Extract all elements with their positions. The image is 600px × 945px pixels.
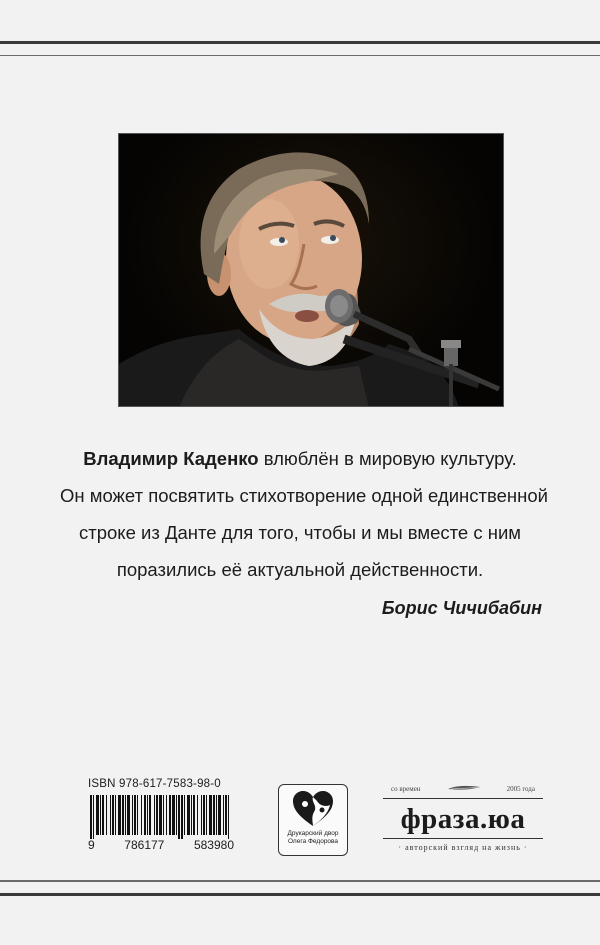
publisher-caption [279, 830, 347, 845]
brand-tagline: · авторский взгляд на жизнь · [383, 838, 543, 852]
heart-yin-yang-icon [292, 790, 334, 828]
quote-line-2: Он может посвятить стихотворение одной единственной [60, 485, 548, 506]
barcode-digit-group-2: 583980 [193, 838, 234, 852]
brand-since [383, 784, 543, 794]
feather-icon [447, 784, 481, 794]
publisher-caption-line-1: Друкарский двор [287, 830, 339, 837]
author-photo [118, 133, 504, 407]
bottom-border-thick [0, 893, 600, 896]
barcode-digit-prefix: 9 [88, 838, 95, 852]
quote-author-name: Владимир Каденко [83, 448, 259, 469]
publisher-logo [278, 784, 348, 856]
brand-name: фраза.юа [400, 803, 526, 835]
quote-attribution: Борис Чичибабин [381, 598, 542, 618]
top-border-thin [0, 55, 600, 56]
quote-line-1-rest: влюблён в мировую культуру. [258, 448, 517, 469]
brand-since-right: 2005 года [506, 785, 535, 793]
top-border-thick [0, 41, 600, 44]
author-portrait-illustration [119, 134, 504, 407]
quote-line-4: поразились её актуальной действенности. [116, 559, 484, 580]
quote-block [60, 440, 548, 588]
isbn-label: ISBN 978-617-7583-98-0 [88, 778, 221, 790]
isbn-barcode [88, 795, 234, 839]
isbn-block [88, 778, 234, 790]
brand-rule [383, 798, 543, 799]
publisher-caption-line-2: Олега Федорова [287, 837, 339, 845]
bottom-border-thin [0, 880, 600, 882]
barcode-digits [88, 838, 234, 852]
quote-line-3: строке из Данте для того, чтобы и мы вместе с ним [78, 522, 521, 543]
quote-line-1 [60, 440, 540, 477]
brand-logo [383, 784, 543, 852]
brand-since-left: со времен [391, 785, 421, 793]
barcode-digit-group-1: 786177 [124, 838, 165, 852]
